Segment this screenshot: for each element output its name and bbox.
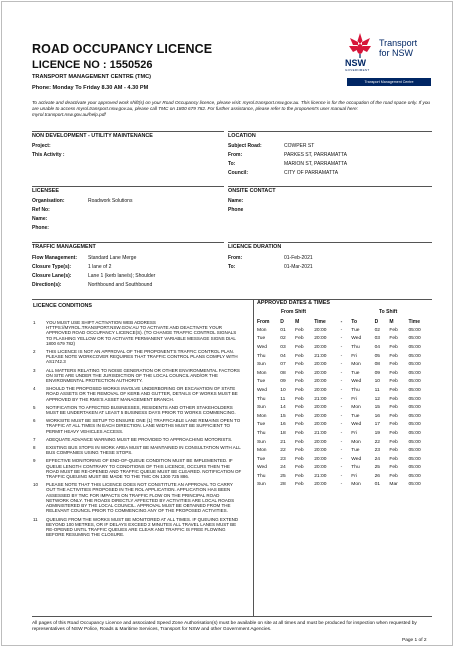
condition-text: YOU MUST USE SHIFT ACTIVATION WEB ADDRESS HTTPS://MYROL.TRANSPORT.NSW.GOV.AU TO ACTIVATE AND DEACTIVATE YOUR APPROVED ROAD OCCUPANCY LICENCE(S). (TO CHANGE TRAFFIC CONTROL SIGNALS TO FLASHING YELLOW OR TO ACTIVATE PERMANENT VARIABLE MESSAGE SIGNS DIAL 1800 679 782) [46,320,237,346]
table-cell: 05:00 [408,430,421,436]
condition-item [33,458,243,479]
table-cell: Feb [295,353,304,359]
table-cell: Feb [295,379,304,385]
table-cell: Feb [389,362,398,368]
activity-label: This Activity : [32,152,65,158]
column-header: - [340,318,343,325]
divider [228,131,432,132]
table-cell: 11 [280,396,286,402]
table-cell: Mar [389,482,398,488]
activation-instructions: To activate and deactivate your approved work shift(s) on your Road Occupancy licence, please visit: myrol.transport.nsw.gov.au. This licence is for the occupation of the road space only. If you are unable to access myrol.transport.nsw.gov.au, please call TMC on 1800 679 782. For further assistance, please refer to the proponent's user manual here: myrol.transport.nsw.gov.au/help.pdf [32,100,431,117]
page-number: Page 1 of 2 [402,638,427,643]
table-cell: 11 [374,387,380,393]
table-cell: Tue [257,422,266,428]
organisation-label: Organisation: [32,198,65,204]
table-cell: Wed [351,336,362,342]
table-cell: - [340,448,343,454]
table-cell: Mon [351,439,361,445]
table-cell: - [340,353,343,359]
table-cell: - [340,405,343,411]
table-cell: 22 [280,448,286,454]
table-cell: 20:00 [314,379,327,385]
table-cell: 05:00 [408,362,421,368]
table-cell: 16 [280,422,286,428]
table-cell: Fri [351,353,357,359]
table-cell: 05 [374,353,381,359]
table-row [257,335,435,344]
table-cell: 20:00 [314,422,327,428]
table-cell: 12 [374,396,381,402]
table-cell: Feb [389,370,398,376]
table-cell: 24 [374,456,381,462]
table-cell: Feb [389,387,398,393]
table-cell: 02 [374,327,381,333]
table-cell: 02 [280,336,286,342]
table-cell: Feb [295,387,304,393]
condition-item [33,405,243,415]
divider [32,186,224,187]
table-cell: 09 [280,379,286,385]
table-cell: Feb [295,344,304,350]
table-cell: 10 [280,387,286,393]
council-value: CITY OF PARRAMATTA [284,170,339,176]
table-row [257,412,435,421]
table-row [257,403,435,412]
table-row [257,352,435,361]
table-row [257,360,435,369]
table-cell: Thu [351,387,360,393]
closure-lanes-label: Closure Lane(s): [32,273,72,279]
conditions-heading: LICENCE CONDITIONS [33,303,92,309]
table-cell: Feb [389,353,398,359]
table-cell: Tue [257,456,266,462]
condition-number: 6 [33,418,36,424]
condition-text: EXISTING BUS STOPS IN WORK AREA MUST BE MAINTAINED IN CONSULTATION WITH ALL BUS COMPANIES USING THESE STOPS. [46,445,241,456]
condition-number: 11 [33,516,38,522]
table-cell: 20:00 [314,370,327,376]
table-cell: Wed [257,465,267,471]
table-cell: Feb [389,413,398,419]
table-cell: 22 [374,439,381,445]
from-shift-label: From Shift [281,309,306,315]
table-cell: - [340,422,343,428]
table-cell: 20:00 [314,448,327,454]
table-cell: Feb [389,473,398,479]
table-row [257,395,435,404]
table-row [257,455,435,464]
condition-number: 8 [33,445,36,451]
table-cell: 26 [374,473,381,479]
table-cell: 05:00 [408,456,421,462]
subject-road-label: Subject Road: [228,143,262,149]
table-cell: 20:00 [314,336,327,342]
from-label: From: [228,152,243,158]
table-cell: 15 [280,413,286,419]
condition-text: PLEASE NOTE THAT THIS LICENCE DOES NOT CONSTITUTE AN APPROVAL TO CARRY OUT THE ACTIVITIES PROPOSED IN THE ROL APPLICATION. APPLICATION HAS BEEN ASSESSED BY TMC FOR IMPACTS ON TRAFFIC FLOW ON THE PRINCIPAL ROAD NETWORK ONLY. THE ROADS DIRECTLY AFFECTED BY ACTIVITIES ARE LOCAL ROADS ADMINISTERED BY THE LOCAL COUNCIL. APPROVAL MUST BE OBTAINED FROM THE RELEVANT COUNCIL PRIOR TO COMMENCING ANY OF THE PROPOSED ACTIVITIES. [46,482,235,514]
condition-item [33,349,243,365]
condition-text: ALL MATTERS RELATING TO NOISE GENERATION OR OTHER ENVIRONMENTAL FACTORS ON SITE ARE UNDER THE JURISDICTION OF THE LOCAL COUNCIL AND/OR THE ENVIRONMENTAL PROTECTION AUTHORITY. [46,367,240,384]
subject-road-value: COWPER ST [284,143,315,149]
transport-for-nsw-logo [339,28,437,110]
table-cell: Tue [351,370,360,376]
column-header: From [257,318,270,325]
column-header: Time [314,318,326,325]
table-cell: 15 [374,405,381,411]
table-row [257,326,435,335]
flow-label: Flow Management: [32,255,78,261]
table-row [257,472,435,481]
table-cell: Feb [389,465,398,471]
table-cell: 21:00 [314,396,327,402]
directions-label: Direction(s): [32,282,62,288]
table-cell: Feb [389,430,398,436]
table-cell: Feb [295,465,304,471]
table-cell: - [340,413,343,419]
table-cell: 05:00 [408,473,421,479]
closure-lanes-value: Lane 1 (kerb lane/s); Shoulder [88,273,156,279]
table-row [257,429,435,438]
table-cell: Feb [295,405,304,411]
table-cell: Tue [351,448,360,454]
table-cell: 05:00 [408,422,421,428]
table-cell: Feb [295,448,304,454]
table-cell: 05:00 [408,344,421,350]
table-cell: Feb [389,405,398,411]
column-header: To [351,318,358,325]
table-cell: Feb [389,379,398,385]
table-cell: Mon [351,405,361,411]
condition-text: NOTIFICATION TO AFFECTED BUSINESSES, RESIDENTS AND OTHER STAKEHOLDERS MUST BE UNDERTAKEN AT LEAST 5 BUSINESS DAYS PRIOR TO WORKS COMMENCING. [46,404,236,416]
condition-number: 1 [33,320,36,325]
issuer-name: TRANSPORT MANAGEMENT CENTRE (TMC) [32,74,152,80]
condition-item [33,482,243,513]
table-cell: - [340,370,343,376]
table-cell: 05:00 [408,465,421,471]
table-row [257,421,435,430]
table-cell: 05:00 [408,448,421,454]
table-cell: 20:00 [314,413,327,419]
table-cell: 03 [280,344,286,350]
table-cell: Wed [351,456,362,462]
document-title: ROAD OCCUPANCY LICENCE [32,42,213,56]
table-cell: 21 [280,439,286,445]
table-cell: Tue [257,336,266,342]
condition-number: 5 [33,404,36,410]
licence-number: LICENCE NO : 1550526 [32,59,153,71]
to-shift-label: To Shift [379,309,398,315]
table-cell: Thu [257,396,266,402]
table-cell: 08 [374,362,381,368]
table-cell: - [340,465,343,471]
duration-from-label: From: [228,255,243,261]
table-cell: Feb [389,448,398,454]
table-cell: 20:00 [314,465,327,471]
table-cell: Feb [389,336,398,342]
government-wordmark: GOVERNMENT [345,68,370,72]
table-cell: - [340,327,343,333]
table-cell: Tue [257,379,266,385]
closure-type-value: 1 lane of 2 [88,264,112,270]
table-cell: 20:00 [314,362,327,368]
approved-dates-heading: APPROVED DATES & TIMES [257,300,330,306]
table-cell: Wed [257,344,267,350]
shift-table [257,317,435,489]
organisation-value: Roadwork Solutions [88,198,133,204]
divider [32,131,224,132]
to-value: MARION ST, PARRAMATTA [284,161,348,167]
table-cell: Feb [389,327,398,333]
table-cell: 04 [280,353,286,359]
condition-text: THIS LICENCE IS NOT AN APPROVAL OF THE PROPONENT'S TRAFFIC CONTROL PLAN. PLEASE NOTE WORKCOVER REQUIRES THAT TRAFFIC CONTROL PLANS COMPLY WITH AS1742.3 [46,349,238,365]
column-header: M [389,318,394,325]
duration-from-value: 01-Feb-2021 [284,255,313,261]
licensee-heading: LICENSEE [32,188,59,194]
table-row [257,438,435,447]
table-cell: Feb [295,370,304,376]
table-cell: Feb [389,344,398,350]
table-cell: Feb [389,396,398,402]
column-header: D [280,318,284,325]
table-cell: 21:00 [314,353,327,359]
condition-item [33,386,243,402]
table-cell: 21:00 [314,430,327,436]
table-cell: 20:00 [314,344,327,350]
table-cell: Thu [257,430,266,436]
table-cell: 07 [280,362,286,368]
table-cell: 05:00 [408,370,421,376]
divider [32,616,432,617]
table-row [257,446,435,455]
table-cell: Mon [257,413,267,419]
table-cell: 19 [374,430,381,436]
table-row [257,369,435,378]
table-cell: Wed [351,422,362,428]
table-row [257,481,435,490]
table-cell: 20:00 [314,405,327,411]
table-cell: 21:00 [314,473,327,479]
transport-wordmark: Transport [379,38,418,48]
table-cell: Feb [295,473,304,479]
table-cell: Mon [257,448,267,454]
table-cell: - [340,482,343,488]
table-cell: Sun [257,362,266,368]
table-cell: 23 [374,448,381,454]
table-cell: 18 [280,430,286,436]
table-cell: 01 [374,482,381,488]
onsite-phone-label: Phone [228,207,244,213]
nsw-wordmark: NSW [345,58,366,68]
divider [228,242,432,243]
table-cell: 01 [280,327,286,333]
table-cell: Fri [351,430,357,436]
table-cell: Fri [351,396,357,402]
table-cell: 17 [374,422,381,428]
table-cell: 10 [374,379,381,385]
table-cell: Thu [257,473,266,479]
table-cell: 20:00 [314,387,327,393]
project-label: Project: [32,143,51,149]
approved-dates [257,300,435,489]
table-cell: 20:00 [314,439,327,445]
conditions-list [33,320,243,540]
table-cell: Fri [351,473,357,479]
table-cell: Tue [351,327,360,333]
for-nsw-wordmark: for NSW [379,48,414,58]
condition-text: ADEQUATE ADVANCE WARNING MUST BE PROVIDED TO APPROACHING MOTORISTS. [46,436,233,442]
traffic-management-heading: TRAFFIC MANAGEMENT [32,244,96,250]
condition-item [33,517,243,538]
table-cell: - [340,344,343,350]
condition-number: 2 [33,349,36,355]
table-cell: 20:00 [314,327,327,333]
table-cell: - [340,456,343,462]
licence-duration-heading: LICENCE DURATION [228,244,282,250]
table-cell: 24 [280,465,286,471]
table-cell: Sun [257,482,266,488]
table-cell: Sun [257,405,266,411]
table-cell: Feb [295,327,304,333]
waratah-icon [347,32,373,58]
table-cell: Sun [257,439,266,445]
table-cell: - [340,379,343,385]
table-cell: Thu [257,353,266,359]
condition-text: WORKSITE MUST BE SETUP TO ENSURE ONE (1) TRAFFICABLE LANE REMAINS OPEN TO TRAFFIC AT ALL TIMES IN EACH DIRECTION. LANE WIDTHS MUST BE SUFFICIENT TO PERMIT HEAVY VEHICLES ACCESS. [46,418,241,434]
table-cell: Feb [295,362,304,368]
condition-item [33,445,243,455]
condition-item [33,320,243,346]
onsite-contact-heading: ONSITE CONTACT [228,188,276,194]
table-cell: 05:00 [408,396,421,402]
condition-number: 10 [33,482,39,488]
divider [32,242,224,243]
table-cell: 05:00 [408,327,421,333]
table-cell: 16 [374,413,381,419]
table-cell: 23 [280,456,286,462]
column-header: Time [408,318,421,325]
condition-text: SHOULD THE PROPOSED WORKS INVOLVE UNDERBORING OR EXCAVATION OF STATE ROAD ASSETS OR THE REMOVAL OF KERB AND GUTTER, DETAILS OF WORKS MUST BE APPROVED BY THE RMS'S ASSET MANAGEMENT BRANCH. [46,386,238,402]
to-label: To: [228,161,236,167]
table-row [257,386,435,395]
non-development-heading: NON DEVELOPMENT - UTILITY MAINTENANCE [32,133,153,139]
licensee-name-label: Name: [32,216,48,222]
table-cell: 04 [374,344,381,350]
table-cell: 05:00 [408,439,421,445]
table-cell: 05:00 [408,405,421,411]
table-cell: 25 [280,473,286,479]
table-cell: - [340,439,343,445]
table-cell: 20:00 [314,482,327,488]
condition-text: EFFECTIVE MONITORING OF END-OF-QUEUE CONDITION MUST BE IMPLEMENTED. IF QUEUE LENGTH CONTRARY TO CONDITIONS OF THIS LICENCE, OCCURS THEN THE ROAD MUST BE RE-OPENED AND TRAFFIC QUEUE MUST BE CLEARED. NOTIFICATION OF TRAFFIC QUEUING MUST BE MADE TO THE TMC ON 1300 725 886. [46,458,242,480]
table-cell: Feb [295,456,304,462]
table-row [257,343,435,352]
table-cell: - [340,473,343,479]
duration-to-label: To: [228,264,236,270]
table-cell: 08 [280,370,286,376]
table-cell: Feb [389,439,398,445]
condition-number: 3 [33,367,36,373]
table-cell: 14 [280,405,286,411]
table-cell: 25 [374,465,381,471]
table-cell: Mon [351,482,361,488]
flow-value: Standard Lane Merge [88,255,137,261]
licence-page [1,1,453,646]
table-cell: 05:00 [408,379,421,385]
from-value: PARKES ST, PARRAMATTA [284,152,347,158]
footer-note: All pages of this Road Occupancy Licence and associated Speed Zone Authorisation(s) must be available on site at all times and must be produced for inspection when requested by representatives of NSW Police, Roads & Maritime Services, Transport for NSW and other Government Agencies. [32,621,417,632]
table-cell: Feb [389,422,398,428]
table-cell: - [340,362,343,368]
table-cell: - [340,387,343,393]
condition-number: 7 [33,436,36,442]
condition-item [33,437,243,442]
table-cell: 05:00 [408,353,421,359]
table-cell: 20:00 [314,456,327,462]
column-divider [253,299,254,616]
table-cell: 05:00 [408,413,421,419]
directions-value: Northbound and Southbound [88,282,153,288]
table-cell: Feb [295,482,304,488]
column-header: M [295,318,300,325]
condition-item [33,368,243,384]
table-row [257,464,435,473]
table-cell: Feb [295,439,304,445]
phone-hours: Phone: Monday To Friday 8.30 AM - 4.30 PM [32,85,149,91]
table-cell: - [340,336,343,342]
table-cell: Feb [295,336,304,342]
table-cell: Feb [295,396,304,402]
table-cell: 05:00 [408,387,421,393]
condition-text: QUEUING FROM THE WORKS MUST BE MONITORED AT ALL TIMES. IF QUEUING EXTEND BEYOND 100 METRES, OR IF DELAYS EXCEED 2 MINUTES ALL TRAVEL LANES MUST BE RE-OPENED UNTIL TRAFFIC QUEUES ARE CLEAR AND TRAFFIC IS FREE FLOWING BEFORE RESUMING THE CLOSURE. [46,516,239,538]
table-cell: Mon [257,370,267,376]
location-heading: LOCATION [228,133,256,139]
table-cell: - [340,396,343,402]
table-cell: 05:00 [408,482,421,488]
divider [228,186,432,187]
table-cell: Feb [389,456,398,462]
ref-label: Ref No: [32,207,50,213]
table-cell: Feb [295,413,304,419]
table-cell: 05:00 [408,336,421,342]
table-cell: Mon [351,362,361,368]
council-label: Council: [228,170,248,176]
condition-number: 9 [33,458,36,464]
table-cell: 03 [374,336,381,342]
condition-item [33,418,243,434]
duration-to-value: 01-Mar-2021 [284,264,313,270]
table-cell: 28 [280,482,286,488]
table-cell: Wed [351,379,362,385]
table-cell: Thu [351,344,360,350]
column-header: D [374,318,379,325]
table-cell: Wed [257,387,267,393]
table-cell: - [340,430,343,436]
table-cell: Mon [257,327,267,333]
closure-type-label: Closure Type(s): [32,264,72,270]
table-cell: Feb [295,430,304,436]
condition-number: 4 [33,386,36,392]
table-cell: Thu [351,465,360,471]
table-row [257,378,435,387]
tmc-banner: Transport Management Centre [347,78,431,86]
licensee-phone-label: Phone: [32,225,49,231]
table-cell: Feb [295,422,304,428]
table-cell: 09 [374,370,381,376]
onsite-name-label: Name: [228,198,244,204]
table-cell: Tue [351,413,360,419]
